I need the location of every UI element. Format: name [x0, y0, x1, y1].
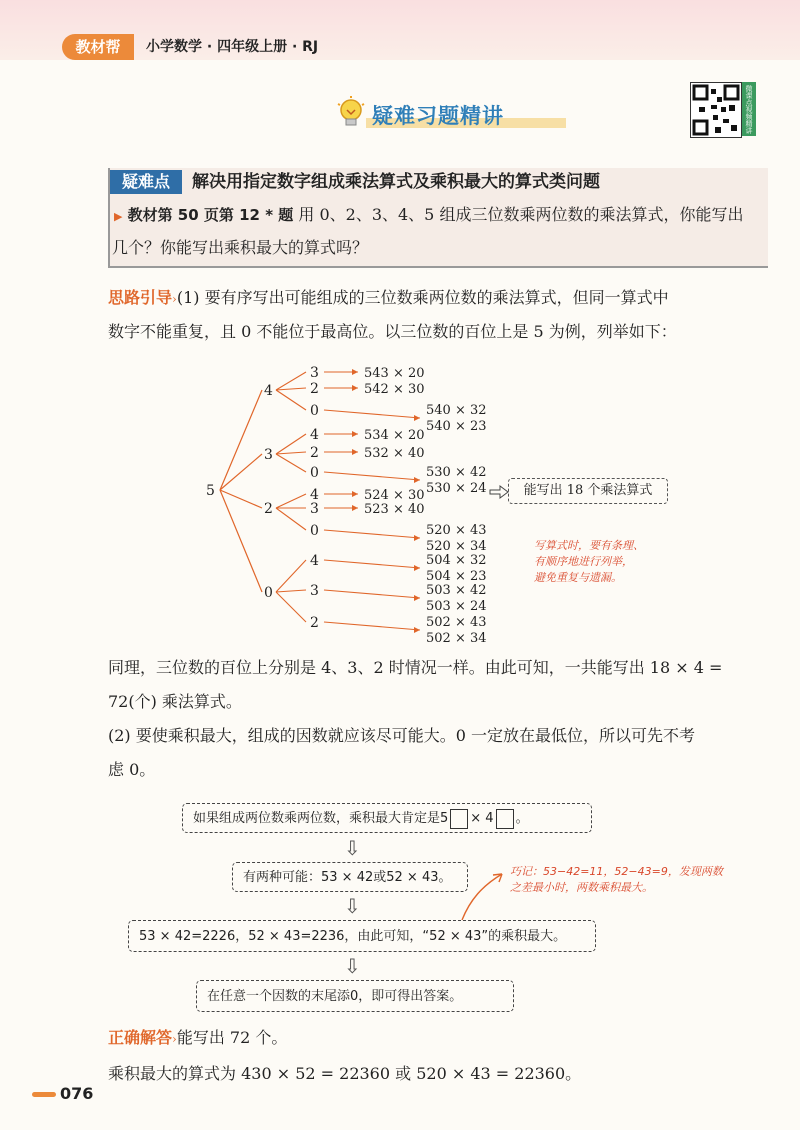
tree-edge	[276, 452, 306, 454]
tree-leaf-digit: 4	[310, 487, 319, 503]
tree-leaf-digit: 4	[310, 553, 319, 569]
tree-arrow	[324, 410, 420, 418]
problem-question-part-2: 几个？你能写出乘积最大的算式吗？	[112, 238, 369, 257]
tree-arrow	[324, 622, 420, 630]
tree-edge	[276, 560, 306, 592]
tree-leaf-digit: 0	[310, 403, 319, 419]
arrow-head-icon	[414, 535, 420, 541]
note-line: 避免重复与遗漏。	[534, 571, 622, 584]
problem-tag: 疑难点	[110, 170, 182, 194]
tree-expression: 543 × 20	[364, 366, 425, 381]
answer-text-1: 能写出 72 个。	[176, 1028, 288, 1047]
arrow-head-icon	[414, 595, 420, 601]
arrow-head-icon	[352, 491, 358, 497]
problem-source: 教材第 50 页第 12 * 题	[127, 206, 294, 224]
arrow-head-icon	[414, 565, 420, 571]
flow-step-1-multiply: × 4	[470, 811, 494, 826]
tree-note	[534, 538, 684, 586]
tip-line: 之差最小时，两数乘积最大。	[510, 881, 653, 894]
down-arrow-icon: ⇩	[344, 836, 361, 860]
tree-leaf-digit: 2	[310, 381, 319, 397]
problem-title: 解决用指定数字组成乘法算式及乘积最大的算式类问题	[192, 172, 600, 192]
tree-edge	[276, 388, 306, 390]
down-arrow-icon: ⇩	[344, 954, 361, 978]
tree-edge	[276, 454, 306, 472]
tree-edge	[220, 454, 262, 490]
tip-note	[510, 864, 760, 896]
lightbulb-icon	[336, 96, 366, 132]
tree-leaf-digit: 2	[310, 615, 319, 631]
tree-expression: 502 × 34	[426, 631, 487, 646]
tip-pointer-icon	[456, 866, 516, 926]
tip-line: 巧记：53−42=11，52−43=9，发现两数	[510, 865, 723, 878]
analysis-line-4: 72(个) 乘法算式。	[108, 692, 242, 711]
tree-expression: 534 × 20	[364, 428, 425, 443]
tree-expression: 503 × 42	[426, 583, 487, 598]
arrow-head-icon	[352, 385, 358, 391]
tree-expression: 520 × 43	[426, 523, 487, 538]
brand-badge: 教材帮	[62, 34, 134, 60]
tree-leaf-digit: 3	[310, 583, 319, 599]
qr-code-icon[interactable]	[690, 82, 742, 138]
label-arrow-icon: ›	[172, 1032, 177, 1046]
flow-step-1-text: 如果组成两位数乘两位数，乘积最大肯定是5	[193, 811, 449, 826]
arrow-head-icon	[414, 415, 420, 421]
answer-line-1	[108, 1024, 287, 1053]
tree-leaf-digit: 3	[310, 365, 319, 381]
flow-step-2: 有两种可能：53 × 42或52 × 43。	[232, 862, 468, 892]
tree-expression: 540 × 23	[426, 419, 487, 434]
tree-arrow	[324, 590, 420, 598]
tree-expression: 524 × 30	[364, 488, 425, 503]
analysis-line-5: (2) 要使乘积最大，组成的因数就应该尽可能大。0 一定放在最低位，所以可先不考	[108, 726, 696, 745]
tree-edge	[276, 508, 306, 530]
blank-square	[496, 809, 514, 829]
analysis-line-6: 虑 0。	[108, 760, 156, 779]
tree-root-digit: 5	[206, 483, 215, 499]
arrow-head-icon	[352, 449, 358, 455]
arrow-head-icon	[352, 505, 358, 511]
tree-branch-digit: 0	[264, 585, 273, 601]
blank-square	[450, 809, 468, 829]
tree-expression: 542 × 30	[364, 382, 425, 397]
arrow-head-icon	[352, 431, 358, 437]
bullet-triangle-icon: ▶	[114, 210, 123, 223]
analysis-label: 思路引导	[108, 288, 173, 307]
tree-expression: 504 × 32	[426, 553, 487, 568]
flow-step-4: 在任意一个因数的末尾添0，即可得出答案。	[196, 980, 514, 1012]
note-line: 有顺序地进行列举，	[534, 555, 633, 568]
tree-edge	[276, 390, 306, 410]
tree-edge	[276, 434, 306, 454]
flow-step-1-end: 。	[515, 811, 529, 826]
tree-edge	[220, 390, 262, 490]
tree-edge	[276, 494, 306, 508]
tree-arrow	[324, 560, 420, 568]
flow-step-3: 53 × 42=2226，52 × 43=2236，由此可知，“52 × 43”的乘积最大。	[128, 920, 596, 952]
tree-expression: 523 × 40	[364, 502, 425, 517]
tree-diagram	[0, 356, 800, 656]
tree-expression: 503 × 24	[426, 599, 487, 614]
analysis-line-3: 同理，三位数的百位上分别是 4、3、2 时情况一样。由此可知，一共能写出 18 × 4 =	[108, 658, 723, 677]
qr-caption: 微课点视频精讲	[742, 82, 756, 136]
tree-summary: 能写出 18 个乘法算式	[508, 478, 668, 504]
arrow-head-icon	[414, 477, 420, 483]
problem-question-part-1: 用 0、2、3、4、5 组成三位数乘两位数的乘法算式，你能写出	[298, 205, 744, 224]
note-line: 写算式时，要有条理、	[534, 539, 644, 552]
arrow-head-icon	[414, 627, 420, 633]
tree-expression: 530 × 42	[426, 465, 487, 480]
page-number: 076	[60, 1084, 94, 1103]
tree-edge	[276, 592, 306, 622]
summary-arrow-icon	[490, 486, 508, 498]
tree-expression: 530 × 24	[426, 481, 487, 496]
tree-leaf-digit: 4	[310, 427, 319, 443]
tree-edge	[276, 372, 306, 390]
arrow-head-icon	[352, 369, 358, 375]
analysis-line-1	[108, 284, 669, 313]
tree-branch-digit: 2	[264, 501, 273, 517]
tree-expression: 520 × 34	[426, 539, 487, 554]
tree-arrow	[324, 472, 420, 480]
tree-branch-digit: 4	[264, 383, 273, 399]
tree-leaf-digit: 3	[310, 501, 319, 517]
page-dash	[32, 1092, 56, 1097]
section-title: 疑难习题精讲	[372, 104, 504, 128]
tree-leaf-digit: 0	[310, 465, 319, 481]
tree-expression: 532 × 40	[364, 446, 425, 461]
tree-expression: 540 × 32	[426, 403, 487, 418]
tree-branch-digit: 3	[264, 447, 273, 463]
flow-step-1	[182, 803, 592, 833]
down-arrow-icon: ⇩	[344, 894, 361, 918]
book-title: 小学数学 · 四年级上册 · RJ	[146, 39, 319, 55]
label-arrow-icon: ›	[172, 292, 177, 306]
answer-label: 正确解答	[108, 1028, 173, 1047]
analysis-line-2: 数字不能重复，且 0 不能位于最高位。以三位数的百位上是 5 为例，列举如下：	[108, 322, 677, 341]
tree-expression: 502 × 43	[426, 615, 487, 630]
analysis-text-1: (1) 要有序写出可能组成的三位数乘两位数的乘法算式，但同一算式中	[176, 288, 669, 307]
problem-text-line-1	[114, 201, 743, 231]
tree-expression: 504 × 23	[426, 569, 487, 584]
answer-line-2: 乘积最大的算式为 430 × 52 = 22360 或 520 × 43 = 22360。	[108, 1064, 582, 1083]
tree-leaf-digit: 0	[310, 523, 319, 539]
tree-arrow	[324, 530, 420, 538]
tree-edge	[276, 590, 306, 592]
tree-leaf-digit: 2	[310, 445, 319, 461]
